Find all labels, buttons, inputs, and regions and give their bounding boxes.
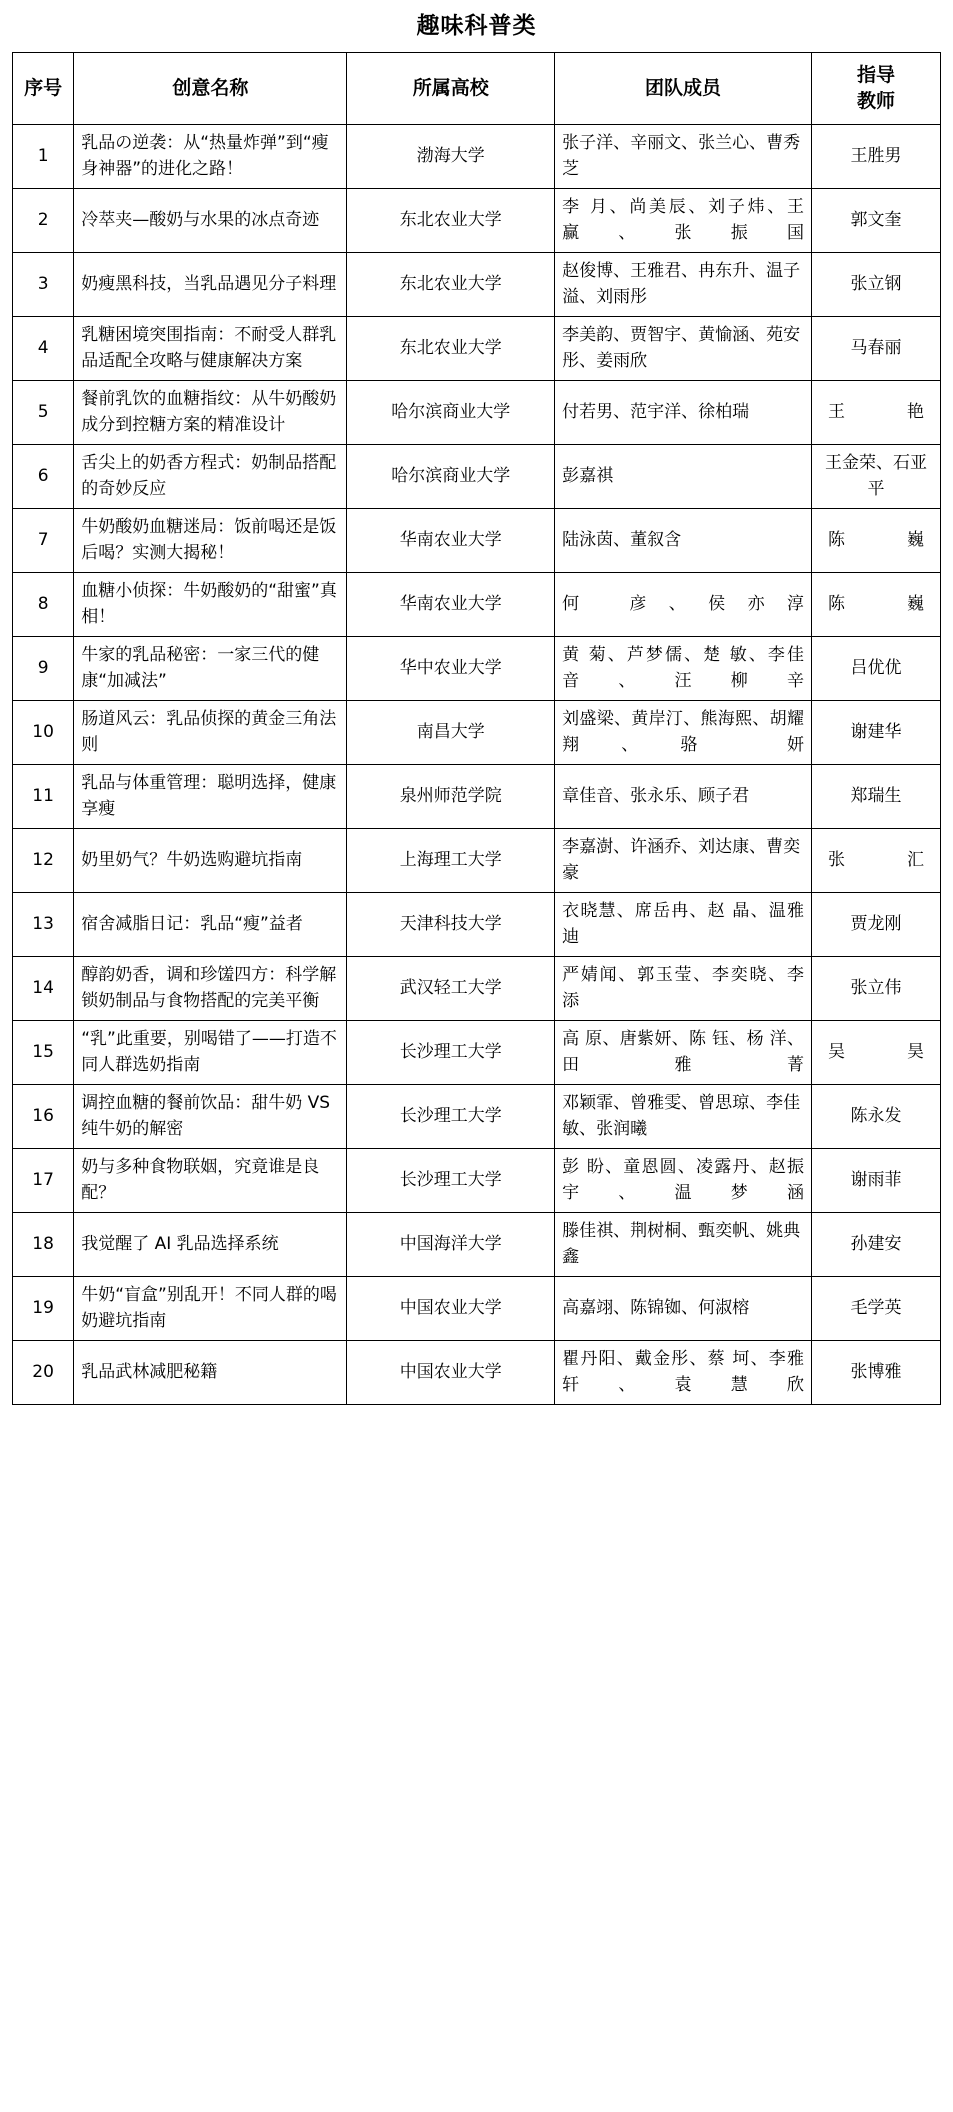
cell-university: 华南农业大学 (347, 573, 555, 637)
cell-project-name: 肠道风云：乳品侦探的黄金三角法则 (74, 701, 347, 765)
cell-team-members: 赵俊博、王雅君、冉东升、温子溢、刘雨彤 (555, 253, 812, 317)
cell-tutor: 王 艳 (811, 381, 940, 445)
cell-tutor: 谢建华 (811, 701, 940, 765)
cell-index: 10 (13, 701, 74, 765)
cell-tutor: 郑瑞生 (811, 765, 940, 829)
cell-team-members: 衣晓慧、席岳冉、赵 晶、温雅迪 (555, 893, 812, 957)
cell-team-members: 陆泳茵、董叙含 (555, 509, 812, 573)
cell-index: 12 (13, 829, 74, 893)
table-row (13, 125, 941, 189)
cell-project-name: 冷萃夹—酸奶与水果的冰点奇迹 (74, 189, 347, 253)
cell-university: 南昌大学 (347, 701, 555, 765)
table-header (13, 52, 941, 124)
cell-index: 3 (13, 253, 74, 317)
cell-team-members: 刘盛梁、黄岸汀、熊海熙、胡耀翔、骆 妍 (555, 701, 812, 765)
cell-tutor: 张 汇 (811, 829, 940, 893)
cell-team-members: 滕佳祺、荆树桐、甄奕帆、姚典鑫 (555, 1213, 812, 1277)
cell-team-members: 瞿丹阳、戴金彤、蔡 坷、李雅轩、袁慧欣 (555, 1341, 812, 1405)
projects-table (12, 52, 941, 1405)
cell-university: 上海理工大学 (347, 829, 555, 893)
cell-index: 6 (13, 445, 74, 509)
cell-tutor: 陈 巍 (811, 573, 940, 637)
table-row (13, 573, 941, 637)
cell-index: 14 (13, 957, 74, 1021)
cell-index: 11 (13, 765, 74, 829)
cell-index: 1 (13, 125, 74, 189)
cell-project-name: 奶瘦黑科技，当乳品遇见分子料理 (74, 253, 347, 317)
column-header-university: 所属高校 (347, 52, 555, 124)
cell-project-name: 调控血糖的餐前饮品：甜牛奶 VS 纯牛奶的解密 (74, 1085, 347, 1149)
cell-project-name: 乳糖困境突围指南：不耐受人群乳品适配全攻略与健康解决方案 (74, 317, 347, 381)
cell-project-name: 牛家的乳品秘密：一家三代的健康“加减法” (74, 637, 347, 701)
table-row (13, 1213, 941, 1277)
cell-project-name: 餐前乳饮的血糖指纹：从牛奶酸奶成分到控糖方案的精准设计 (74, 381, 347, 445)
cell-project-name: 舌尖上的奶香方程式：奶制品搭配的奇妙反应 (74, 445, 347, 509)
cell-team-members: 李 月、尚美辰、刘子炜、王 赢、张振国 (555, 189, 812, 253)
cell-project-name: 乳品武林减肥秘籍 (74, 1341, 347, 1405)
cell-tutor: 王胜男 (811, 125, 940, 189)
cell-university: 中国农业大学 (347, 1341, 555, 1405)
cell-team-members: 章佳音、张永乐、顾子君 (555, 765, 812, 829)
cell-university: 哈尔滨商业大学 (347, 381, 555, 445)
table-row (13, 381, 941, 445)
cell-university: 渤海大学 (347, 125, 555, 189)
cell-index: 7 (13, 509, 74, 573)
cell-project-name: 乳品の逆袭：从“热量炸弹”到“瘦身神器”的进化之路！ (74, 125, 347, 189)
table-header-row (13, 52, 941, 124)
cell-university: 中国海洋大学 (347, 1213, 555, 1277)
cell-tutor: 贾龙刚 (811, 893, 940, 957)
cell-tutor: 陈 巍 (811, 509, 940, 573)
cell-index: 15 (13, 1021, 74, 1085)
cell-team-members: 张子洋、辛丽文、张兰心、曹秀芝 (555, 125, 812, 189)
table-row (13, 189, 941, 253)
cell-project-name: 牛奶“盲盒”别乱开！不同人群的喝奶避坑指南 (74, 1277, 347, 1341)
cell-project-name: 宿舍减脂日记：乳品“瘦”益者 (74, 893, 347, 957)
cell-tutor: 张立钢 (811, 253, 940, 317)
page-title: 趣味科普类 (416, 13, 537, 39)
cell-university: 长沙理工大学 (347, 1149, 555, 1213)
cell-university: 东北农业大学 (347, 253, 555, 317)
cell-university: 武汉轻工大学 (347, 957, 555, 1021)
cell-team-members: 黄 菊、芦梦儒、楚 敏、李佳音、汪柳辛 (555, 637, 812, 701)
cell-tutor: 张立伟 (811, 957, 940, 1021)
cell-university: 天津科技大学 (347, 893, 555, 957)
cell-university: 中国农业大学 (347, 1277, 555, 1341)
cell-team-members: 邓颖霏、曾雅雯、曾思琼、李佳敏、张润曦 (555, 1085, 812, 1149)
column-header-name: 创意名称 (74, 52, 347, 124)
cell-team-members: 彭嘉祺 (555, 445, 812, 509)
column-header-tutor-line2: 教师 (856, 89, 895, 112)
cell-index: 13 (13, 893, 74, 957)
cell-project-name: 醇韵奶香，调和珍馐四方：科学解锁奶制品与食物搭配的完美平衡 (74, 957, 347, 1021)
cell-project-name: “乳”此重要，别喝错了——打造不同人群选奶指南 (74, 1021, 347, 1085)
column-header-tutor (811, 52, 940, 124)
table-row (13, 1085, 941, 1149)
cell-team-members: 彭 盼、童恩圆、凌露丹、赵振宇、温梦涵 (555, 1149, 812, 1213)
cell-university: 华中农业大学 (347, 637, 555, 701)
table-row (13, 637, 941, 701)
column-header-index: 序号 (13, 52, 74, 124)
table-row (13, 1149, 941, 1213)
table-row (13, 893, 941, 957)
cell-tutor: 吕优优 (811, 637, 940, 701)
table-row (13, 445, 941, 509)
cell-tutor: 马春丽 (811, 317, 940, 381)
cell-team-members: 李嘉澍、许涵乔、刘达康、曹奕豪 (555, 829, 812, 893)
column-header-team: 团队成员 (555, 52, 812, 124)
cell-tutor: 张博雅 (811, 1341, 940, 1405)
cell-index: 5 (13, 381, 74, 445)
cell-project-name: 血糖小侦探：牛奶酸奶的“甜蜜”真相！ (74, 573, 347, 637)
cell-team-members: 何 彦、侯亦淳 (555, 573, 812, 637)
cell-team-members: 高 原、唐紫妍、陈 钰、杨 洋、田雅菁 (555, 1021, 812, 1085)
table-row (13, 1341, 941, 1405)
cell-tutor: 陈永发 (811, 1085, 940, 1149)
cell-team-members: 付若男、范宇洋、徐柏瑞 (555, 381, 812, 445)
cell-project-name: 我觉醒了 AI 乳品选择系统 (74, 1213, 347, 1277)
cell-tutor: 孙建安 (811, 1213, 940, 1277)
cell-tutor: 毛学英 (811, 1277, 940, 1341)
table-row (13, 1277, 941, 1341)
table-row (13, 765, 941, 829)
cell-project-name: 牛奶酸奶血糖迷局：饭前喝还是饭后喝？实测大揭秘！ (74, 509, 347, 573)
cell-team-members: 高嘉翊、陈锦铷、何淑榕 (555, 1277, 812, 1341)
table-body (13, 125, 941, 1405)
cell-index: 2 (13, 189, 74, 253)
cell-index: 4 (13, 317, 74, 381)
cell-project-name: 乳品与体重管理：聪明选择，健康享瘦 (74, 765, 347, 829)
cell-university: 东北农业大学 (347, 317, 555, 381)
cell-team-members: 李美韵、贾智宇、黄愉涵、苑安彤、姜雨欣 (555, 317, 812, 381)
cell-tutor: 郭文奎 (811, 189, 940, 253)
cell-index: 9 (13, 637, 74, 701)
table-row (13, 957, 941, 1021)
cell-project-name: 奶里奶气？牛奶选购避坑指南 (74, 829, 347, 893)
cell-team-members: 严婧闻、郭玉莹、李奕晓、李 添 (555, 957, 812, 1021)
cell-index: 20 (13, 1341, 74, 1405)
cell-index: 17 (13, 1149, 74, 1213)
cell-project-name: 奶与多种食物联姻，究竟谁是良配？ (74, 1149, 347, 1213)
cell-index: 16 (13, 1085, 74, 1149)
cell-index: 18 (13, 1213, 74, 1277)
table-row (13, 829, 941, 893)
cell-university: 泉州师范学院 (347, 765, 555, 829)
cell-university: 华南农业大学 (347, 509, 555, 573)
cell-university: 哈尔滨商业大学 (347, 445, 555, 509)
table-row (13, 253, 941, 317)
cell-tutor: 王金荣、石亚平 (811, 445, 940, 509)
cell-university: 长沙理工大学 (347, 1021, 555, 1085)
column-header-tutor-line1: 指导 (856, 63, 895, 86)
cell-university: 东北农业大学 (347, 189, 555, 253)
table-row (13, 701, 941, 765)
cell-index: 8 (13, 573, 74, 637)
table-row (13, 509, 941, 573)
cell-tutor: 谢雨菲 (811, 1149, 940, 1213)
cell-index: 19 (13, 1277, 74, 1341)
table-row (13, 317, 941, 381)
cell-university: 长沙理工大学 (347, 1085, 555, 1149)
table-row (13, 1021, 941, 1085)
cell-tutor: 吴 昊 (811, 1021, 940, 1085)
